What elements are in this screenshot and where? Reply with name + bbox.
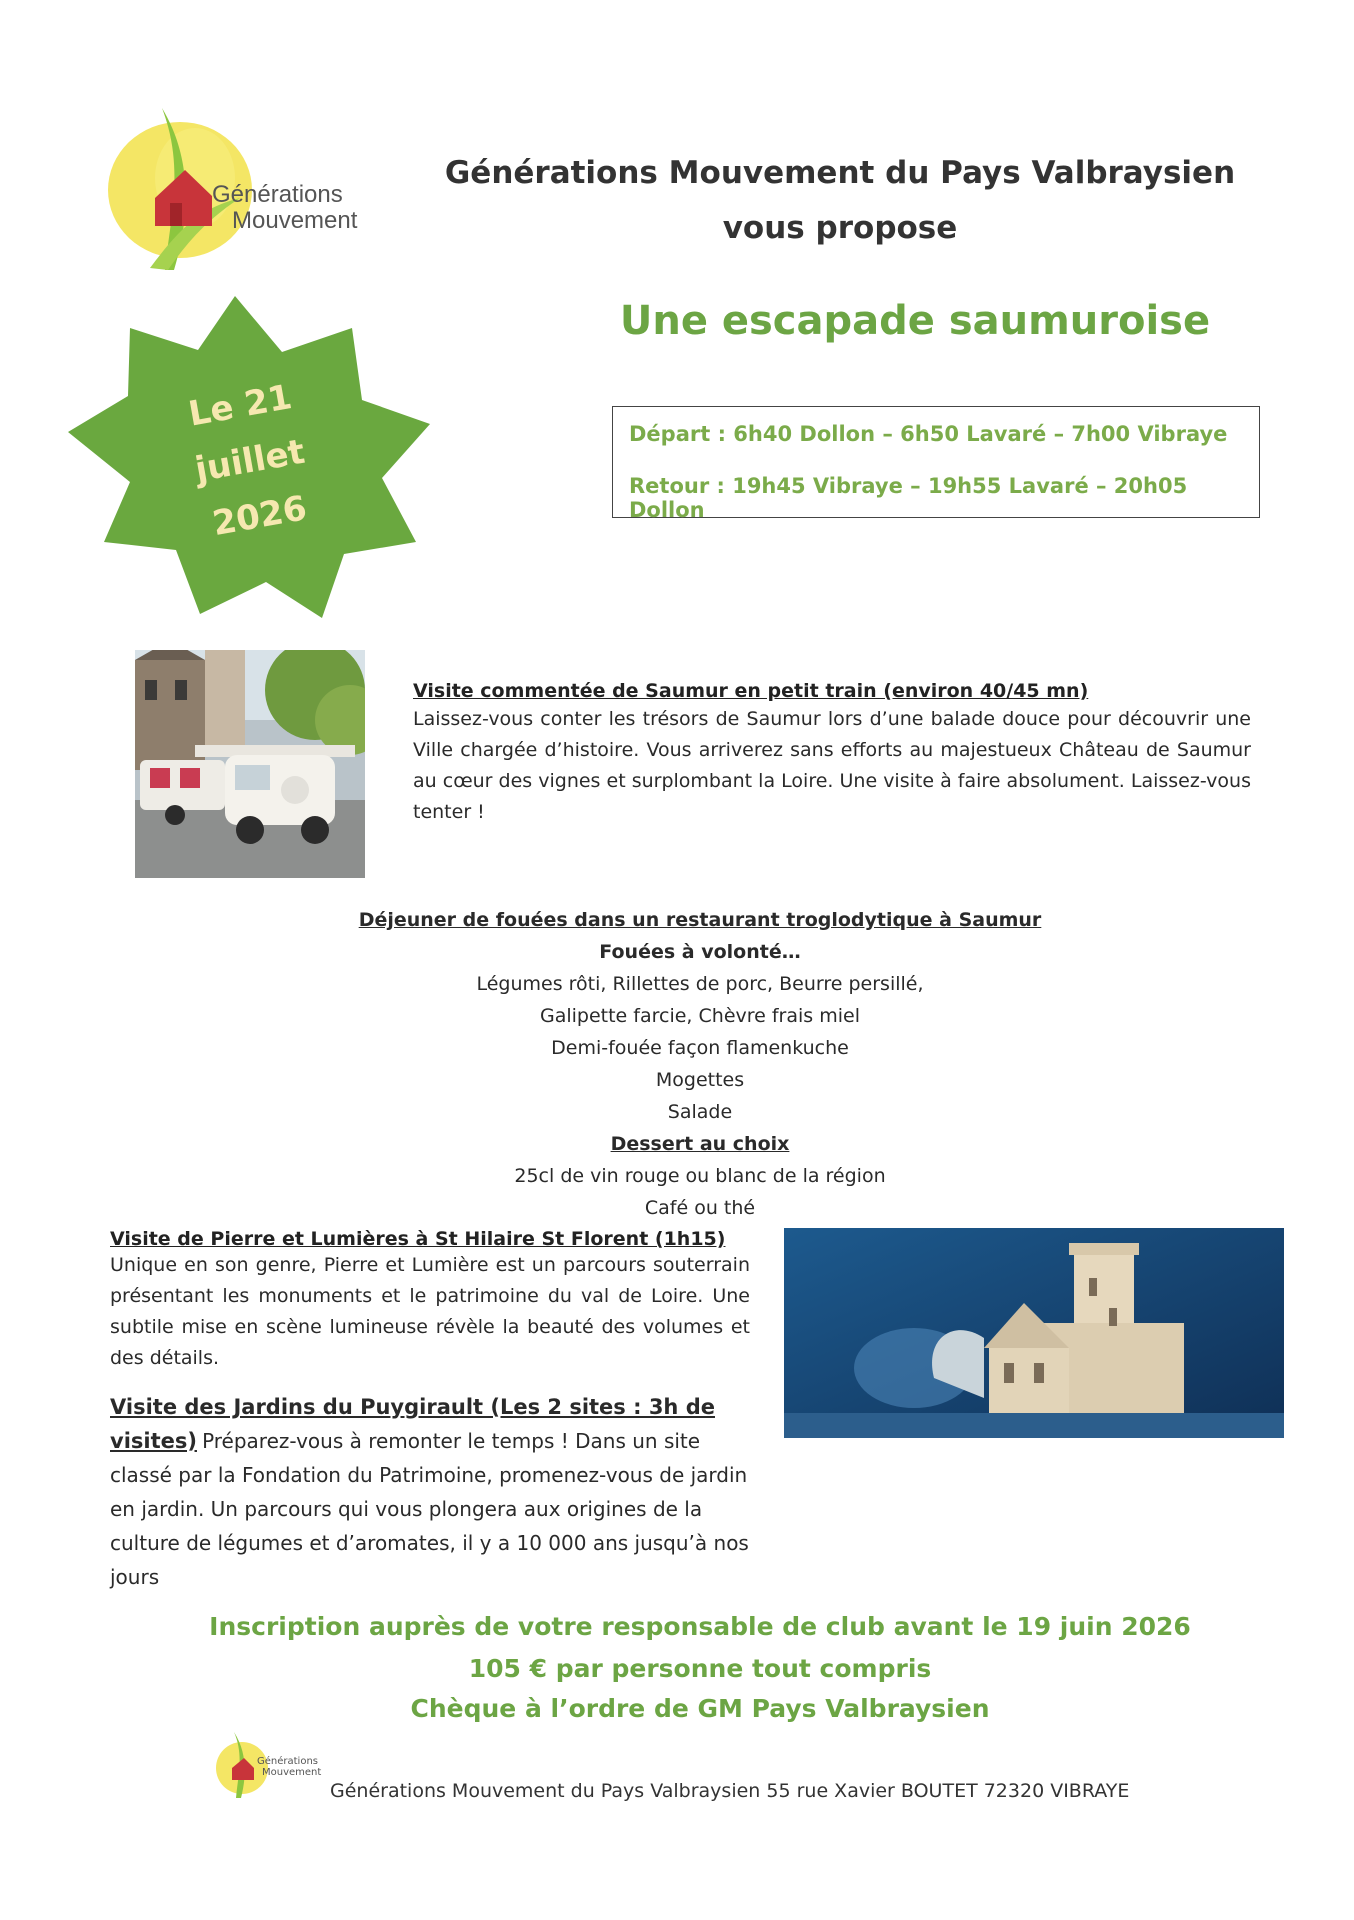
jardins-visit-description: Préparez-vous à remonter le temps ! Dans un site classé par la Fondation du Patrimoine, promenez-vous de jardin en jardin. Un parcours qui vous plongera aux origines de la culture de légumes et d’aromates, il y a 10 000 ans jusqu’à nos jours <box>110 1429 749 1589</box>
menu-item: Légumes rôti, Rillettes de porc, Beurre persillé, <box>476 973 924 995</box>
price-info: 105 € par personne tout compris <box>468 1654 932 1683</box>
footer-address: Générations Mouvement du Pays Valbraysien 55 rue Xavier BOUTET 72320 VIBRAYE <box>330 1780 1130 1802</box>
pierre-visit-description: Unique en son genre, Pierre et Lumière est un parcours souterrain présentant les monuments et le patrimoine du val de Loire. Une subtile mise en scène lumineuse révèle la beauté des volumes et des détails. <box>110 1254 750 1369</box>
lunch-title: Déjeuner de fouées dans un restaurant troglodytique à Saumur <box>358 909 1042 931</box>
train-visit-section <box>413 680 1251 828</box>
jardins-section <box>110 1390 750 1594</box>
menu-item: Mogettes <box>655 1069 745 1091</box>
footer-logo-text-line2: Mouvement <box>262 1767 322 1778</box>
pierre-lumieres-section <box>110 1228 750 1374</box>
departure-times: Départ : 6h40 Dollon – 6h50 Lavaré – 7h00 Vibraye <box>629 422 1228 446</box>
dessert-heading: Dessert au choix <box>610 1133 790 1155</box>
payment-info: Chèque à l’ordre de GM Pays Valbraysien <box>410 1694 990 1723</box>
pierre-visit-title: Visite de Pierre et Lumières à St Hilaire St Florent (1h15) <box>110 1228 726 1250</box>
date-badge <box>60 292 440 622</box>
schedule-box <box>612 406 1260 522</box>
menu-item: Salade <box>667 1101 733 1123</box>
generations-mouvement-logo <box>100 108 400 278</box>
train-visit-description: Laissez-vous conter les trésors de Saumur lors d’une balade douce pour découvrir une Ville chargée d’histoire. Vous arriverez sans efforts au majestueux Château de Saumur au cœur des vignes et surplombant la Loire. Une visite à faire absolument. Laissez-vous tenter ! <box>413 708 1251 823</box>
organizer-subheading: vous propose <box>722 210 958 246</box>
drink-item: Café ou thé <box>644 1197 756 1219</box>
organizer-heading: Générations Mouvement du Pays Valbraysien <box>444 155 1236 191</box>
date-badge-line2: 2026 <box>209 488 310 545</box>
menu-item: Demi-fouée façon flamenkuche <box>551 1037 849 1059</box>
return-times: Retour : 19h45 Vibraye – 19h55 Lavaré – 20h05 Dollon <box>629 474 1188 522</box>
registration-deadline: Inscription auprès de votre responsable de club avant le 19 juin 2026 <box>209 1612 1191 1641</box>
drink-item: 25cl de vin rouge ou blanc de la région <box>514 1165 886 1187</box>
logo-text-line2: Mouvement <box>232 207 358 234</box>
footer-logo-text-line1: Générations <box>257 1756 318 1767</box>
lunch-subtitle: Fouées à volonté… <box>599 941 801 963</box>
footer-logo <box>212 1730 332 1800</box>
train-visit-title: Visite commentée de Saumur en petit train (environ 40/45 mn) <box>413 680 1089 702</box>
jardins-visit-title: Visite des Jardins du Puygirault (Les 2 sites : 3h de visites) <box>110 1395 715 1453</box>
event-title: Une escapade saumuroise <box>619 298 1211 344</box>
lunch-menu <box>300 904 1100 1224</box>
menu-item: Galipette farcie, Chèvre frais miel <box>539 1005 860 1027</box>
date-badge-text <box>132 360 368 562</box>
date-badge-line1: Le 21 juillet <box>185 377 308 491</box>
pierre-lumieres-photo <box>784 1228 1284 1438</box>
petit-train-photo <box>135 650 365 878</box>
logo-text-line1: Générations <box>212 181 343 208</box>
